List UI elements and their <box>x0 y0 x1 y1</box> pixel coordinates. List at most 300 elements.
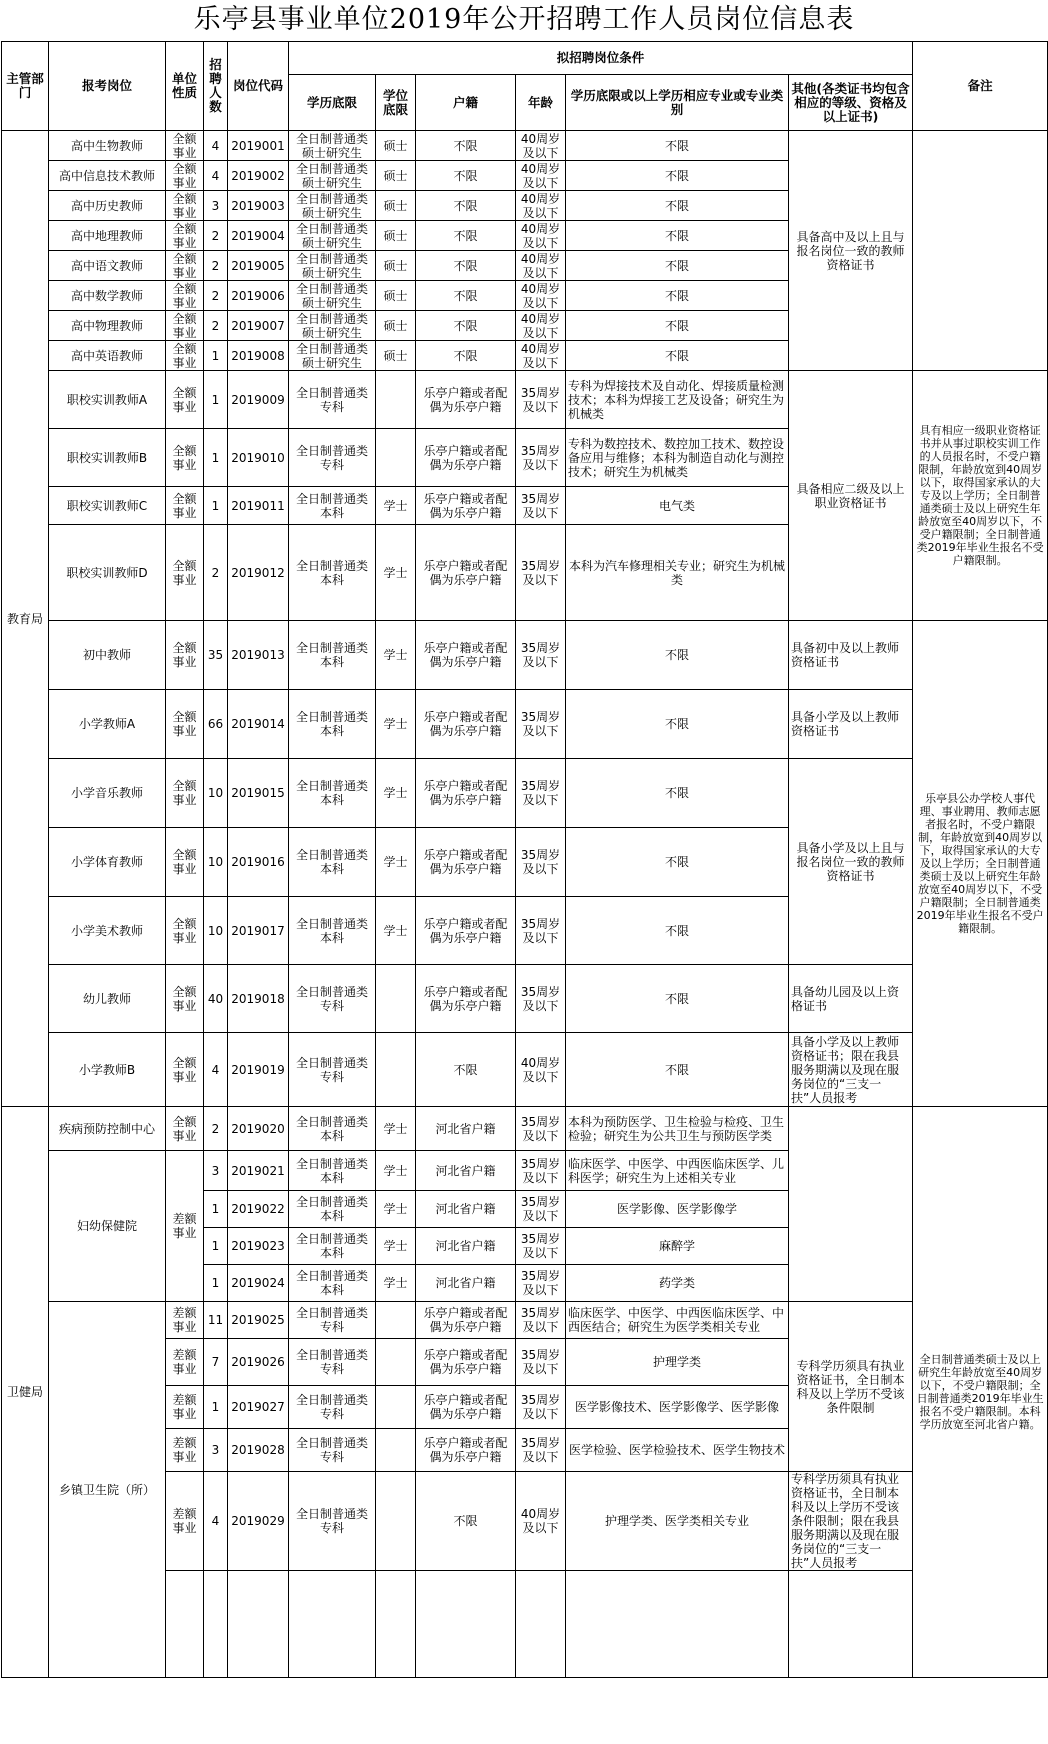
edu-cell: 全日制普通类硕士研究生 <box>289 221 376 251</box>
other-cell-empty <box>789 1107 913 1302</box>
nature-cell: 差额事业 <box>166 1386 204 1429</box>
count-cell: 4 <box>204 161 228 191</box>
code-cell: 2019028 <box>228 1429 289 1472</box>
major-cell: 不限 <box>566 965 789 1033</box>
position-cell: 小学体育教师 <box>49 828 166 897</box>
count-cell: 1 <box>204 341 228 371</box>
edu-cell: 全日制普通类硕士研究生 <box>289 311 376 341</box>
code-cell: 2019012 <box>228 525 289 621</box>
nature-cell: 全额事业 <box>166 1107 204 1151</box>
degree-cell: 学士 <box>376 525 416 621</box>
other-cell: 具备高中及以上且与报名岗位一致的教师资格证书 <box>789 131 913 371</box>
note-cell-empty <box>913 131 1048 371</box>
hukou-cell: 乐亭户籍或者配偶为乐亭户籍 <box>416 965 516 1033</box>
position-cell: 高中数学教师 <box>49 281 166 311</box>
count-cell: 3 <box>204 191 228 221</box>
count-cell: 4 <box>204 1033 228 1107</box>
position-cell: 小学教师B <box>49 1033 166 1107</box>
nature-cell: 全额事业 <box>166 429 204 487</box>
nature-cell: 全额事业 <box>166 690 204 759</box>
code-cell: 2019007 <box>228 311 289 341</box>
code-cell: 2019006 <box>228 281 289 311</box>
age-cell: 35周岁及以下 <box>516 1386 566 1429</box>
edu-cell: 全日制普通类专科 <box>289 1302 376 1339</box>
major-cell: 药学类 <box>566 1265 789 1302</box>
other-cell: 具备小学及以上教师资格证书；限在我县服务期满以及现在服务岗位的“三支一扶”人员报考 <box>789 1033 913 1107</box>
count-cell: 1 <box>204 371 228 429</box>
position-cell: 职校实训教师C <box>49 487 166 525</box>
header-major: 学历底限或以上学历相应专业或专业类别 <box>566 75 789 131</box>
degree-cell: 硕士 <box>376 191 416 221</box>
other-cell: 专科学历须具有执业资格证书，全日制本科及以上学历不受该条件限制；限在我县服务期满以及现在服务岗位的“三支一扶”人员报考 <box>789 1472 913 1571</box>
hukou-cell: 乐亭户籍或者配偶为乐亭户籍 <box>416 487 516 525</box>
nature-cell: 全额事业 <box>166 897 204 965</box>
edu-cell: 全日制普通类专科 <box>289 1429 376 1472</box>
major-cell: 医学影像、医学影像学 <box>566 1191 789 1228</box>
code-cell: 2019004 <box>228 221 289 251</box>
code-cell: 2019011 <box>228 487 289 525</box>
nature-cell: 全额事业 <box>166 191 204 221</box>
hukou-cell: 河北省户籍 <box>416 1265 516 1302</box>
major-cell: 医学检验、医学检验技术、医学生物技术 <box>566 1429 789 1472</box>
age-cell: 35周岁及以下 <box>516 965 566 1033</box>
major-cell: 不限 <box>566 281 789 311</box>
degree-cell <box>376 1571 416 1678</box>
hukou-cell: 河北省户籍 <box>416 1151 516 1191</box>
degree-cell: 硕士 <box>376 311 416 341</box>
edu-cell: 全日制普通类本科 <box>289 690 376 759</box>
major-cell: 专科为焊接技术及自动化、焊接质量检测技术；本科为焊接工艺及设备；研究生为机械类 <box>566 371 789 429</box>
age-cell: 40周岁及以下 <box>516 251 566 281</box>
header-hukou: 户籍 <box>416 75 516 131</box>
edu-cell: 全日制普通类专科 <box>289 429 376 487</box>
nature-cell: 全额事业 <box>166 759 204 828</box>
degree-cell: 学士 <box>376 828 416 897</box>
nature-cell: 全额事业 <box>166 371 204 429</box>
edu-cell: 全日制普通类专科 <box>289 1386 376 1429</box>
count-cell: 7 <box>204 1339 228 1386</box>
age-cell: 40周岁及以下 <box>516 1472 566 1571</box>
code-cell: 2019001 <box>228 131 289 161</box>
position-cell: 小学教师A <box>49 690 166 759</box>
major-cell: 临床医学、中医学、中西医临床医学、中西医结合；研究生为医学类相关专业 <box>566 1302 789 1339</box>
degree-cell: 硕士 <box>376 131 416 161</box>
edu-cell: 全日制普通类专科 <box>289 1472 376 1571</box>
edu-cell: 全日制普通类硕士研究生 <box>289 191 376 221</box>
age-cell: 35周岁及以下 <box>516 897 566 965</box>
major-cell: 护理学类、医学类相关专业 <box>566 1472 789 1571</box>
edu-cell: 全日制普通类本科 <box>289 621 376 690</box>
count-cell: 2 <box>204 311 228 341</box>
degree-cell <box>376 371 416 429</box>
age-cell: 35周岁及以下 <box>516 429 566 487</box>
header-code: 岗位代码 <box>228 42 289 131</box>
age-cell: 40周岁及以下 <box>516 161 566 191</box>
dept-cell: 教育局 <box>2 131 49 1107</box>
major-cell: 不限 <box>566 897 789 965</box>
count-cell: 40 <box>204 965 228 1033</box>
age-cell: 35周岁及以下 <box>516 690 566 759</box>
code-cell: 2019023 <box>228 1228 289 1265</box>
position-cell: 幼儿教师 <box>49 965 166 1033</box>
table-row <box>2 1033 1048 1107</box>
degree-cell: 学士 <box>376 759 416 828</box>
edu-cell: 全日制普通类硕士研究生 <box>289 251 376 281</box>
code-cell: 2019027 <box>228 1386 289 1429</box>
major-cell: 不限 <box>566 251 789 281</box>
age-cell: 35周岁及以下 <box>516 1302 566 1339</box>
age-cell: 35周岁及以下 <box>516 1339 566 1386</box>
major-cell: 本科为预防医学、卫生检验与检疫、卫生检验；研究生为公共卫生与预防医学类 <box>566 1107 789 1151</box>
age-cell: 40周岁及以下 <box>516 131 566 161</box>
nature-cell: 全额事业 <box>166 281 204 311</box>
position-cell: 职校实训教师B <box>49 429 166 487</box>
table-row <box>2 690 1048 759</box>
position-cell: 疾病预防控制中心 <box>49 1107 166 1151</box>
code-cell: 2019008 <box>228 341 289 371</box>
other-cell <box>789 1571 913 1678</box>
age-cell: 35周岁及以下 <box>516 828 566 897</box>
code-cell: 2019026 <box>228 1339 289 1386</box>
table-row <box>2 621 1048 690</box>
edu-cell: 全日制普通类本科 <box>289 897 376 965</box>
count-cell: 10 <box>204 828 228 897</box>
other-cell: 具备相应二级及以上职业资格证书 <box>789 371 913 621</box>
hukou-cell: 不限 <box>416 221 516 251</box>
major-cell: 不限 <box>566 759 789 828</box>
degree-cell: 学士 <box>376 897 416 965</box>
hukou-cell: 河北省户籍 <box>416 1107 516 1151</box>
nature-cell: 全额事业 <box>166 251 204 281</box>
code-cell: 2019021 <box>228 1151 289 1191</box>
count-cell: 10 <box>204 897 228 965</box>
major-cell: 临床医学、中医学、中西医临床医学、儿科医学；研究生为上述相关专业 <box>566 1151 789 1191</box>
major-cell: 护理学类 <box>566 1339 789 1386</box>
nature-cell: 全额事业 <box>166 131 204 161</box>
degree-cell <box>376 1472 416 1571</box>
degree-cell: 硕士 <box>376 341 416 371</box>
nature-cell: 全额事业 <box>166 1033 204 1107</box>
table-row <box>2 1107 1048 1151</box>
age-cell: 35周岁及以下 <box>516 1265 566 1302</box>
position-cell: 高中信息技术教师 <box>49 161 166 191</box>
header-note: 备注 <box>913 42 1048 131</box>
header-count: 招聘人数 <box>204 42 228 131</box>
hukou-cell: 乐亭户籍或者配偶为乐亭户籍 <box>416 525 516 621</box>
code-cell: 2019005 <box>228 251 289 281</box>
other-cell: 具备幼儿园及以上资格证书 <box>789 965 913 1033</box>
edu-cell: 全日制普通类本科 <box>289 1191 376 1228</box>
count-cell: 66 <box>204 690 228 759</box>
code-cell: 2019003 <box>228 191 289 221</box>
header-nature: 单位性质 <box>166 42 204 131</box>
nature-cell: 全额事业 <box>166 487 204 525</box>
position-cell: 职校实训教师A <box>49 371 166 429</box>
hukou-cell: 不限 <box>416 311 516 341</box>
hukou-cell: 不限 <box>416 191 516 221</box>
code-cell: 2019009 <box>228 371 289 429</box>
count-cell: 2 <box>204 525 228 621</box>
degree-cell: 学士 <box>376 1151 416 1191</box>
nature-cell: 全额事业 <box>166 161 204 191</box>
code-cell: 2019015 <box>228 759 289 828</box>
code-cell: 2019024 <box>228 1265 289 1302</box>
degree-cell: 学士 <box>376 1228 416 1265</box>
other-cell: 具备小学及以上教师资格证书 <box>789 690 913 759</box>
count-cell: 1 <box>204 1191 228 1228</box>
note-cell: 全日制普通类硕士及以上研究生年龄放宽至40周岁以下，不受户籍限制；全日制普通类2019年毕业生报名不受户籍限制。本科学历放宽至河北省户籍。 <box>913 1107 1048 1678</box>
table-row <box>2 965 1048 1033</box>
degree-cell <box>376 429 416 487</box>
hukou-cell: 乐亭户籍或者配偶为乐亭户籍 <box>416 1302 516 1339</box>
major-cell: 不限 <box>566 191 789 221</box>
major-cell: 不限 <box>566 221 789 251</box>
nature-cell: 全额事业 <box>166 311 204 341</box>
count-cell: 11 <box>204 1302 228 1339</box>
edu-cell: 全日制普通类本科 <box>289 1228 376 1265</box>
header-edu: 学历底限 <box>289 75 376 131</box>
position-cell: 高中地理教师 <box>49 221 166 251</box>
edu-cell <box>289 1571 376 1678</box>
header-other: 其他(各类证书均包含相应的等级、资格及以上证书) <box>789 75 913 131</box>
major-cell <box>566 1571 789 1678</box>
code-cell: 2019025 <box>228 1302 289 1339</box>
header-dept: 主管部门 <box>2 42 49 131</box>
count-cell: 4 <box>204 131 228 161</box>
count-cell: 35 <box>204 621 228 690</box>
edu-cell: 全日制普通类专科 <box>289 371 376 429</box>
age-cell: 35周岁及以下 <box>516 1151 566 1191</box>
hukou-cell: 乐亭户籍或者配偶为乐亭户籍 <box>416 621 516 690</box>
edu-cell: 全日制普通类硕士研究生 <box>289 131 376 161</box>
count-cell: 1 <box>204 1265 228 1302</box>
degree-cell <box>376 1429 416 1472</box>
position-cell: 高中语文教师 <box>49 251 166 281</box>
edu-cell: 全日制普通类专科 <box>289 1339 376 1386</box>
age-cell: 40周岁及以下 <box>516 1033 566 1107</box>
hukou-cell <box>416 1571 516 1678</box>
count-cell: 4 <box>204 1472 228 1571</box>
age-cell: 35周岁及以下 <box>516 371 566 429</box>
code-cell: 2019019 <box>228 1033 289 1107</box>
degree-cell: 硕士 <box>376 251 416 281</box>
count-cell: 2 <box>204 251 228 281</box>
count-cell: 2 <box>204 221 228 251</box>
header-degree: 学位底限 <box>376 75 416 131</box>
nature-cell: 全额事业 <box>166 221 204 251</box>
table-row <box>2 1302 1048 1339</box>
age-cell: 40周岁及以下 <box>516 191 566 221</box>
position-cell: 小学美术教师 <box>49 897 166 965</box>
position-cell: 高中生物教师 <box>49 131 166 161</box>
age-cell: 35周岁及以下 <box>516 1191 566 1228</box>
age-cell: 40周岁及以下 <box>516 221 566 251</box>
position-cell: 妇幼保健院 <box>49 1151 166 1302</box>
nature-cell: 全额事业 <box>166 965 204 1033</box>
code-cell: 2019002 <box>228 161 289 191</box>
degree-cell: 硕士 <box>376 281 416 311</box>
count-cell: 3 <box>204 1429 228 1472</box>
degree-cell <box>376 1302 416 1339</box>
edu-cell: 全日制普通类本科 <box>289 1107 376 1151</box>
nature-cell: 差额事业 <box>166 1429 204 1472</box>
code-cell: 2019029 <box>228 1472 289 1571</box>
major-cell: 专科为数控技术、数控加工技术、数控设备应用与维修；本科为制造自动化与测控技术；研究生为机械类 <box>566 429 789 487</box>
degree-cell <box>376 1033 416 1107</box>
nature-cell: 全额事业 <box>166 341 204 371</box>
age-cell: 35周岁及以下 <box>516 759 566 828</box>
degree-cell: 硕士 <box>376 161 416 191</box>
major-cell: 电气类 <box>566 487 789 525</box>
hukou-cell: 不限 <box>416 1033 516 1107</box>
age-cell: 35周岁及以下 <box>516 1429 566 1472</box>
nature-cell: 全额事业 <box>166 621 204 690</box>
major-cell: 不限 <box>566 1033 789 1107</box>
age-cell: 35周岁及以下 <box>516 1228 566 1265</box>
degree-cell <box>376 1386 416 1429</box>
nature-cell: 全额事业 <box>166 525 204 621</box>
position-cell: 高中英语教师 <box>49 341 166 371</box>
degree-cell: 学士 <box>376 487 416 525</box>
code-cell: 2019018 <box>228 965 289 1033</box>
major-cell: 不限 <box>566 311 789 341</box>
hukou-cell: 不限 <box>416 341 516 371</box>
hukou-cell: 不限 <box>416 161 516 191</box>
age-cell: 40周岁及以下 <box>516 281 566 311</box>
count-cell: 1 <box>204 429 228 487</box>
other-cell: 具备小学及以上且与报名岗位一致的教师资格证书 <box>789 759 913 965</box>
hukou-cell: 不限 <box>416 281 516 311</box>
hukou-cell: 乐亭户籍或者配偶为乐亭户籍 <box>416 429 516 487</box>
major-cell: 不限 <box>566 341 789 371</box>
degree-cell <box>376 965 416 1033</box>
hukou-cell: 乐亭户籍或者配偶为乐亭户籍 <box>416 759 516 828</box>
page-title: 乐亭县事业单位2019年公开招聘工作人员岗位信息表 <box>193 4 855 35</box>
nature-cell: 差额事业 <box>166 1472 204 1571</box>
hukou-cell: 河北省户籍 <box>416 1228 516 1265</box>
hukou-cell: 乐亭户籍或者配偶为乐亭户籍 <box>416 371 516 429</box>
nature-cell: 差额事业 <box>166 1339 204 1386</box>
major-cell: 不限 <box>566 690 789 759</box>
position-cell: 高中物理教师 <box>49 311 166 341</box>
major-cell: 不限 <box>566 131 789 161</box>
major-cell: 本科为汽车修理相关专业；研究生为机械类 <box>566 525 789 621</box>
hukou-cell: 不限 <box>416 131 516 161</box>
count-cell: 10 <box>204 759 228 828</box>
edu-cell: 全日制普通类本科 <box>289 759 376 828</box>
position-cell: 小学音乐教师 <box>49 759 166 828</box>
count-cell: 1 <box>204 1386 228 1429</box>
edu-cell: 全日制普通类本科 <box>289 487 376 525</box>
count-cell: 1 <box>204 1228 228 1265</box>
other-cell: 具备初中及以上教师资格证书 <box>789 621 913 690</box>
nature-cell <box>166 1571 204 1678</box>
count-cell: 1 <box>204 487 228 525</box>
hukou-cell: 乐亭户籍或者配偶为乐亭户籍 <box>416 828 516 897</box>
count-cell: 2 <box>204 1107 228 1151</box>
code-cell: 2019010 <box>228 429 289 487</box>
hukou-cell: 不限 <box>416 1472 516 1571</box>
edu-cell: 全日制普通类硕士研究生 <box>289 341 376 371</box>
code-cell: 2019022 <box>228 1191 289 1228</box>
dept-cell: 卫健局 <box>2 1107 49 1678</box>
note-cell: 乐亭县公办学校人事代理、事业聘用、教师志愿者报名时，不受户籍限制，年龄放宽到40周岁以下，取得国家承认的大专及以上学历；全日制普通类硕士及以上研究生年龄放宽至40周岁以下，不受户籍限制；全日制普通类2019年毕业生报名不受户籍限制。 <box>913 621 1048 1107</box>
code-cell <box>228 1571 289 1678</box>
count-cell: 2 <box>204 281 228 311</box>
major-cell: 不限 <box>566 161 789 191</box>
nature-cell: 全额事业 <box>166 828 204 897</box>
age-cell: 40周岁及以下 <box>516 311 566 341</box>
edu-cell: 全日制普通类本科 <box>289 828 376 897</box>
edu-cell: 全日制普通类本科 <box>289 525 376 621</box>
nature-cell: 差额事业 <box>166 1151 204 1302</box>
table-row <box>2 759 1048 828</box>
recruitment-table <box>1 41 1048 1678</box>
major-cell: 麻醉学 <box>566 1228 789 1265</box>
degree-cell: 学士 <box>376 621 416 690</box>
hukou-cell: 乐亭户籍或者配偶为乐亭户籍 <box>416 1386 516 1429</box>
edu-cell: 全日制普通类专科 <box>289 965 376 1033</box>
code-cell: 2019013 <box>228 621 289 690</box>
major-cell: 医学影像技术、医学影像学、医学影像 <box>566 1386 789 1429</box>
count-cell: 3 <box>204 1151 228 1191</box>
edu-cell: 全日制普通类硕士研究生 <box>289 281 376 311</box>
position-cell: 职校实训教师D <box>49 525 166 621</box>
age-cell: 35周岁及以下 <box>516 1107 566 1151</box>
degree-cell: 硕士 <box>376 221 416 251</box>
age-cell: 35周岁及以下 <box>516 525 566 621</box>
table-row <box>2 131 1048 161</box>
code-cell: 2019020 <box>228 1107 289 1151</box>
age-cell <box>516 1571 566 1678</box>
age-cell: 35周岁及以下 <box>516 487 566 525</box>
age-cell: 40周岁及以下 <box>516 341 566 371</box>
code-cell: 2019014 <box>228 690 289 759</box>
degree-cell: 学士 <box>376 1265 416 1302</box>
degree-cell: 学士 <box>376 1191 416 1228</box>
code-cell: 2019016 <box>228 828 289 897</box>
other-cell: 专科学历须具有执业资格证书，全日制本科及以上学历不受该条件限制 <box>789 1302 913 1472</box>
major-cell: 不限 <box>566 621 789 690</box>
hukou-cell: 乐亭户籍或者配偶为乐亭户籍 <box>416 690 516 759</box>
edu-cell: 全日制普通类本科 <box>289 1151 376 1191</box>
header-conditions: 拟招聘岗位条件 <box>289 42 913 75</box>
degree-cell: 学士 <box>376 690 416 759</box>
major-cell: 不限 <box>566 828 789 897</box>
edu-cell: 全日制普通类本科 <box>289 1265 376 1302</box>
code-cell: 2019017 <box>228 897 289 965</box>
nature-cell: 差额事业 <box>166 1302 204 1339</box>
degree-cell: 学士 <box>376 1107 416 1151</box>
hukou-cell: 不限 <box>416 251 516 281</box>
table-row <box>2 371 1048 429</box>
hukou-cell: 乐亭户籍或者配偶为乐亭户籍 <box>416 897 516 965</box>
position-cell: 初中教师 <box>49 621 166 690</box>
hukou-cell: 河北省户籍 <box>416 1191 516 1228</box>
edu-cell: 全日制普通类硕士研究生 <box>289 161 376 191</box>
hukou-cell: 乐亭户籍或者配偶为乐亭户籍 <box>416 1339 516 1386</box>
edu-cell: 全日制普通类专科 <box>289 1033 376 1107</box>
degree-cell <box>376 1339 416 1386</box>
count-cell <box>204 1571 228 1678</box>
note-cell: 具有相应一级职业资格证书并从事过职校实训工作的人员报名时，不受户籍限制，年龄放宽到40周岁以下，取得国家承认的大专及以上学历；全日制普通类硕士及以上研究生年龄放宽至40周岁以下，不受户籍限制；全日制普通类2019年毕业生报名不受户籍限制。 <box>913 371 1048 621</box>
position-cell: 高中历史教师 <box>49 191 166 221</box>
header-position: 报考岗位 <box>49 42 166 131</box>
header-age: 年龄 <box>516 75 566 131</box>
age-cell: 35周岁及以下 <box>516 621 566 690</box>
position-cell: 乡镇卫生院（所） <box>49 1302 166 1678</box>
hukou-cell: 乐亭户籍或者配偶为乐亭户籍 <box>416 1429 516 1472</box>
